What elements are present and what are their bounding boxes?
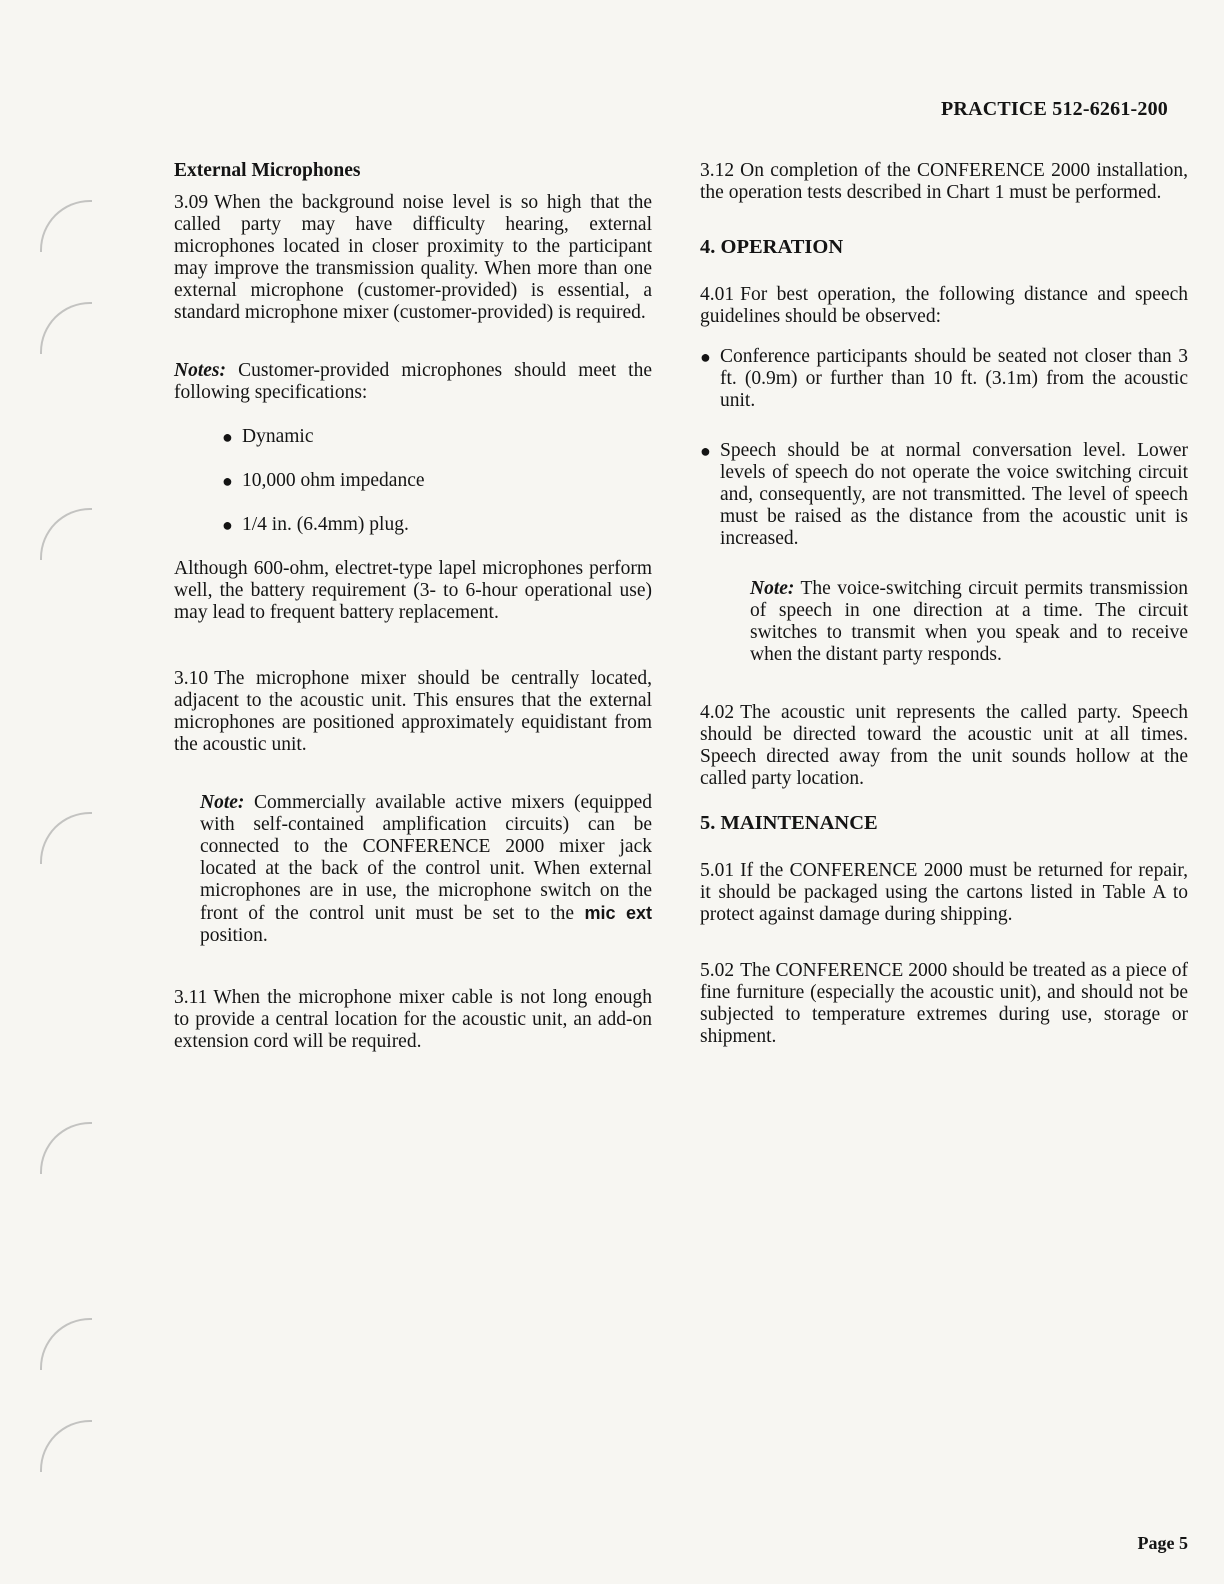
paragraph-text: On completion of the CONFERENCE 2000 installation, the operation tests described in Chart 1 must be performed. <box>700 160 1188 203</box>
binder-hole <box>40 200 92 252</box>
binder-hole <box>40 508 92 560</box>
guideline-list <box>700 346 1188 550</box>
paragraph-number: 3.11 <box>174 987 208 1008</box>
bullet-icon: ● <box>222 471 233 491</box>
spec-list <box>222 426 652 536</box>
notes-label: Notes: <box>174 360 226 381</box>
list-item <box>700 440 1188 550</box>
left-column <box>174 160 652 1071</box>
bullet-icon: ● <box>700 347 711 367</box>
paragraph-3-11 <box>174 987 652 1053</box>
paragraph-text: When the background noise level is so high that the called party may have difficulty hearing, external microphones located in closer proximity to the participant may improve the transmission quality. When more than one external microphone (customer-provided) is essential, a standard microphone mixer (customer-provided) is required. <box>174 192 652 323</box>
note-block <box>750 578 1188 666</box>
note-text-part: position. <box>200 925 268 946</box>
paragraph-3-10 <box>174 668 652 756</box>
subsection-heading: External Microphones <box>174 160 361 181</box>
note-text-part: Commercially available active mixers (equipped with self-contained amplification circuits) can be connected to the CONFERENCE 2000 mixer jack located at the back of the control unit. When external microphones are in use, the microphone switch on the front of the control unit must be set to the <box>200 792 653 924</box>
paragraph-number: 3.09 <box>174 192 209 213</box>
paragraph-3-09 <box>174 192 652 324</box>
paragraph-number: 5.02 <box>700 960 735 981</box>
list-item <box>222 426 652 448</box>
paragraph-number: 3.12 <box>700 160 735 181</box>
paragraph-text: If the CONFERENCE 2000 must be returned for repair, it should be packaged using the cartons listed in Table A to protect against damage during shipping. <box>700 860 1188 925</box>
paragraph-text: The acoustic unit represents the called party. Speech should be directed toward the acoustic unit at all times. Speech directed away from the unit sounds hollow at the called party location. <box>700 702 1188 789</box>
practice-number: PRACTICE 512-6261-200 <box>941 98 1168 120</box>
binder-hole <box>40 1420 92 1472</box>
paragraph-text: The CONFERENCE 2000 should be treated as a piece of fine furniture (especially the acoustic unit), and should not be subjected to temperature extremes during use, storage or shipment. <box>700 960 1188 1047</box>
paragraph-4-02 <box>700 702 1188 790</box>
right-column <box>700 160 1188 1066</box>
binder-hole <box>40 302 92 354</box>
list-item <box>222 470 652 492</box>
note-label: Note: <box>200 792 245 813</box>
note-text <box>750 578 1188 666</box>
bullet-icon: ● <box>700 441 711 461</box>
bullet-icon: ● <box>222 515 233 535</box>
notes-block <box>174 360 652 624</box>
note-text-part: The voice-switching circuit permits transmission of speech in one direction at a time. The circuit switches to transmit when you speak and to receive when the distant party responds. <box>750 578 1188 665</box>
paragraph-text: For best operation, the following distance and speech guidelines should be observed: <box>700 284 1188 327</box>
switch-position-label: mic ext <box>584 903 652 923</box>
section-heading-operation: 4. OPERATION <box>700 236 844 258</box>
binder-hole <box>40 1318 92 1370</box>
list-item <box>700 346 1188 412</box>
spec-text: 10,000 ohm impedance <box>242 470 425 491</box>
paragraph-3-12 <box>700 160 1188 204</box>
guideline-text: Speech should be at normal conversation level. Lower levels of speech do not operate the voice switching circuit and, consequently, are not transmitted. The level of speech must be raised as the distance from the acoustic unit is increased. <box>720 440 1188 549</box>
paragraph-text: When the microphone mixer cable is not long enough to provide a central location for the acoustic unit, an add-on extension cord will be required. <box>174 987 652 1052</box>
note-text <box>200 792 652 947</box>
page-number: Page 5 <box>1137 1533 1188 1553</box>
paragraph-text: The microphone mixer should be centrally located, adjacent to the acoustic unit. This ensures that the external microphones are positioned approximately equidistant from the acoustic unit. <box>174 668 652 755</box>
binder-hole <box>40 812 92 864</box>
section-heading-maintenance: 5. MAINTENANCE <box>700 812 878 834</box>
lapel-note-text: Although 600-ohm, electret-type lapel microphones perform well, the battery requirement (3- to 6-hour operational use) may lead to frequent battery replacement. <box>174 558 652 623</box>
paragraph-number: 5.01 <box>700 860 735 881</box>
guideline-text: Conference participants should be seated not closer than 3 ft. (0.9m) or further than 10 ft. (3.1m) from the acoustic unit. <box>720 346 1188 411</box>
note-block <box>200 792 652 947</box>
spec-text: 1/4 in. (6.4mm) plug. <box>242 514 409 535</box>
notes-text: Customer-provided microphones should meet the following specifications: <box>174 360 653 403</box>
paragraph-number: 3.10 <box>174 668 209 689</box>
paragraph-4-01 <box>700 284 1188 328</box>
binder-hole <box>40 1122 92 1174</box>
paragraph-number: 4.01 <box>700 284 735 305</box>
paragraph-5-01 <box>700 860 1188 926</box>
paragraph-number: 4.02 <box>700 702 735 723</box>
spec-text: Dynamic <box>242 426 314 447</box>
notes-intro <box>174 360 652 404</box>
note-label: Note: <box>750 578 795 599</box>
list-item <box>222 514 652 536</box>
bullet-icon: ● <box>222 427 233 447</box>
paragraph-5-02 <box>700 960 1188 1048</box>
